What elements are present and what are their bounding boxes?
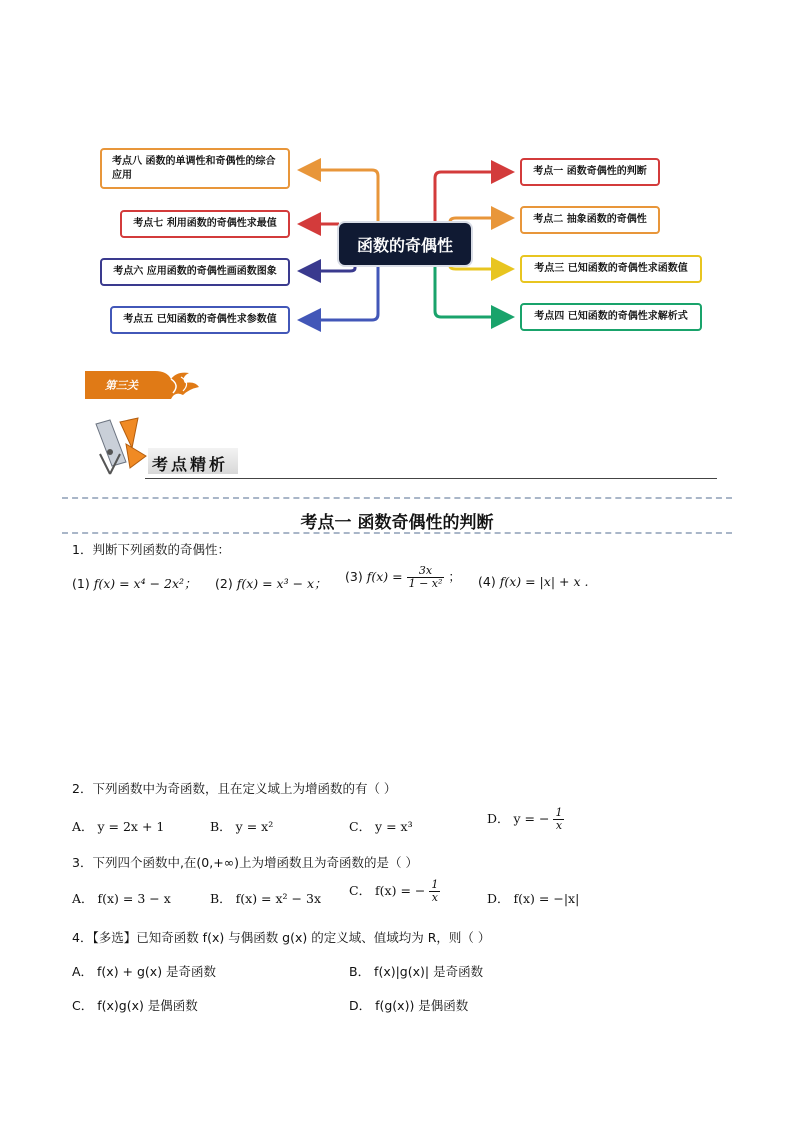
q4-option-d: D． f(g(x)) 是偶函数 (349, 998, 469, 1013)
q4-option-c: C． f(x)g(x) 是偶函数 (72, 998, 198, 1013)
mindmap-node-left-3: 考点六 应用函数的奇偶性画函数图象 (100, 258, 290, 286)
q4-option-a: A． f(x) + g(x) 是奇函数 (72, 964, 217, 979)
q1-stem: 1．判断下列函数的奇偶性： (72, 542, 230, 557)
q1-part-3-fraction: $\frac{3x}{\text{1 − x²}}$ (408, 564, 443, 590)
q4-option-b: B． f(x)|g(x)| 是奇函数 (349, 964, 484, 979)
heading-underline (145, 478, 717, 479)
q1-part-3: (3) f(x) = $\frac{3x}{\text{1 − x²}}$ ； (345, 564, 461, 590)
q3-stem: 3．下列四个函数中,在(0,+∞)上为增函数且为奇函数的是（ ） (72, 855, 418, 870)
q2-option-d-fraction: $\frac{1}{x}$ (555, 806, 563, 832)
q4-stem: 4．【多选】已知奇函数 f(x) 与偶函数 g(x) 的定义域、值域均为 R，则（ ） (72, 930, 491, 945)
q2-option-c: C． y = x³ (349, 819, 413, 834)
mindmap-node-right-4: 考点四 已知函数的奇偶性求解析式 (520, 303, 702, 331)
q2-option-d: D． y = − $\frac{1}{x}$ (487, 806, 563, 832)
q1-part-2: (2) f(x) = x³ − x； (215, 576, 327, 591)
q3-option-c-fraction: $\frac{1}{x}$ (431, 878, 439, 904)
mindmap-node-right-3: 考点三 已知函数的奇偶性求函数值 (520, 255, 702, 283)
mindmap-node-right-2: 考点二 抽象函数的奇偶性 (520, 206, 660, 234)
mindmap-node-left-2: 考点七 利用函数的奇偶性求最值 (120, 210, 290, 238)
connector-left-1 (300, 170, 378, 223)
mindmap-node-right-1: 考点一 函数奇偶性的判断 (520, 158, 660, 186)
q3-option-a: A． f(x) = 3 − x (72, 891, 171, 906)
q2-stem: 2．下列函数中为奇函数，且在定义域上为增函数的有（ ） (72, 781, 397, 796)
q1-part-1: (1) f(x) = x⁴ − 2x²； (72, 576, 197, 591)
dash-divider-top (62, 497, 732, 499)
banner-flame-icon (85, 371, 200, 399)
banner-tag: 第三关 (105, 379, 138, 392)
level-banner (85, 371, 200, 399)
mindmap-node-left-4: 考点五 已知函数的奇偶性求参数值 (110, 306, 290, 334)
section-heading: 考点精析 (152, 455, 229, 474)
mindmap-node-left-1: 考点八 函数的单调性和奇偶性的综合应用 (100, 148, 290, 189)
connector-right-1 (435, 172, 512, 223)
connector-left-4 (300, 265, 378, 320)
q3-option-d: D． f(x) = −|x| (487, 891, 580, 906)
q3-option-c: C． f(x) = − $\frac{1}{x}$ (349, 878, 439, 904)
q2-option-b: B． y = x² (210, 819, 274, 834)
q2-option-a: A． y = 2x + 1 (72, 819, 165, 834)
connector-left-3 (300, 265, 355, 271)
mindmap-center-node: 函数的奇偶性 (339, 223, 471, 265)
connector-right-4 (435, 265, 512, 317)
ruler-compass-icon (90, 414, 150, 478)
connector-right-3 (450, 265, 512, 269)
q1-part-4: (4) f(x) = |x| + x . (478, 574, 589, 589)
q3-option-b: B． f(x) = x² − 3x (210, 891, 321, 906)
section-title: 考点一 函数奇偶性的判断 (300, 513, 494, 533)
